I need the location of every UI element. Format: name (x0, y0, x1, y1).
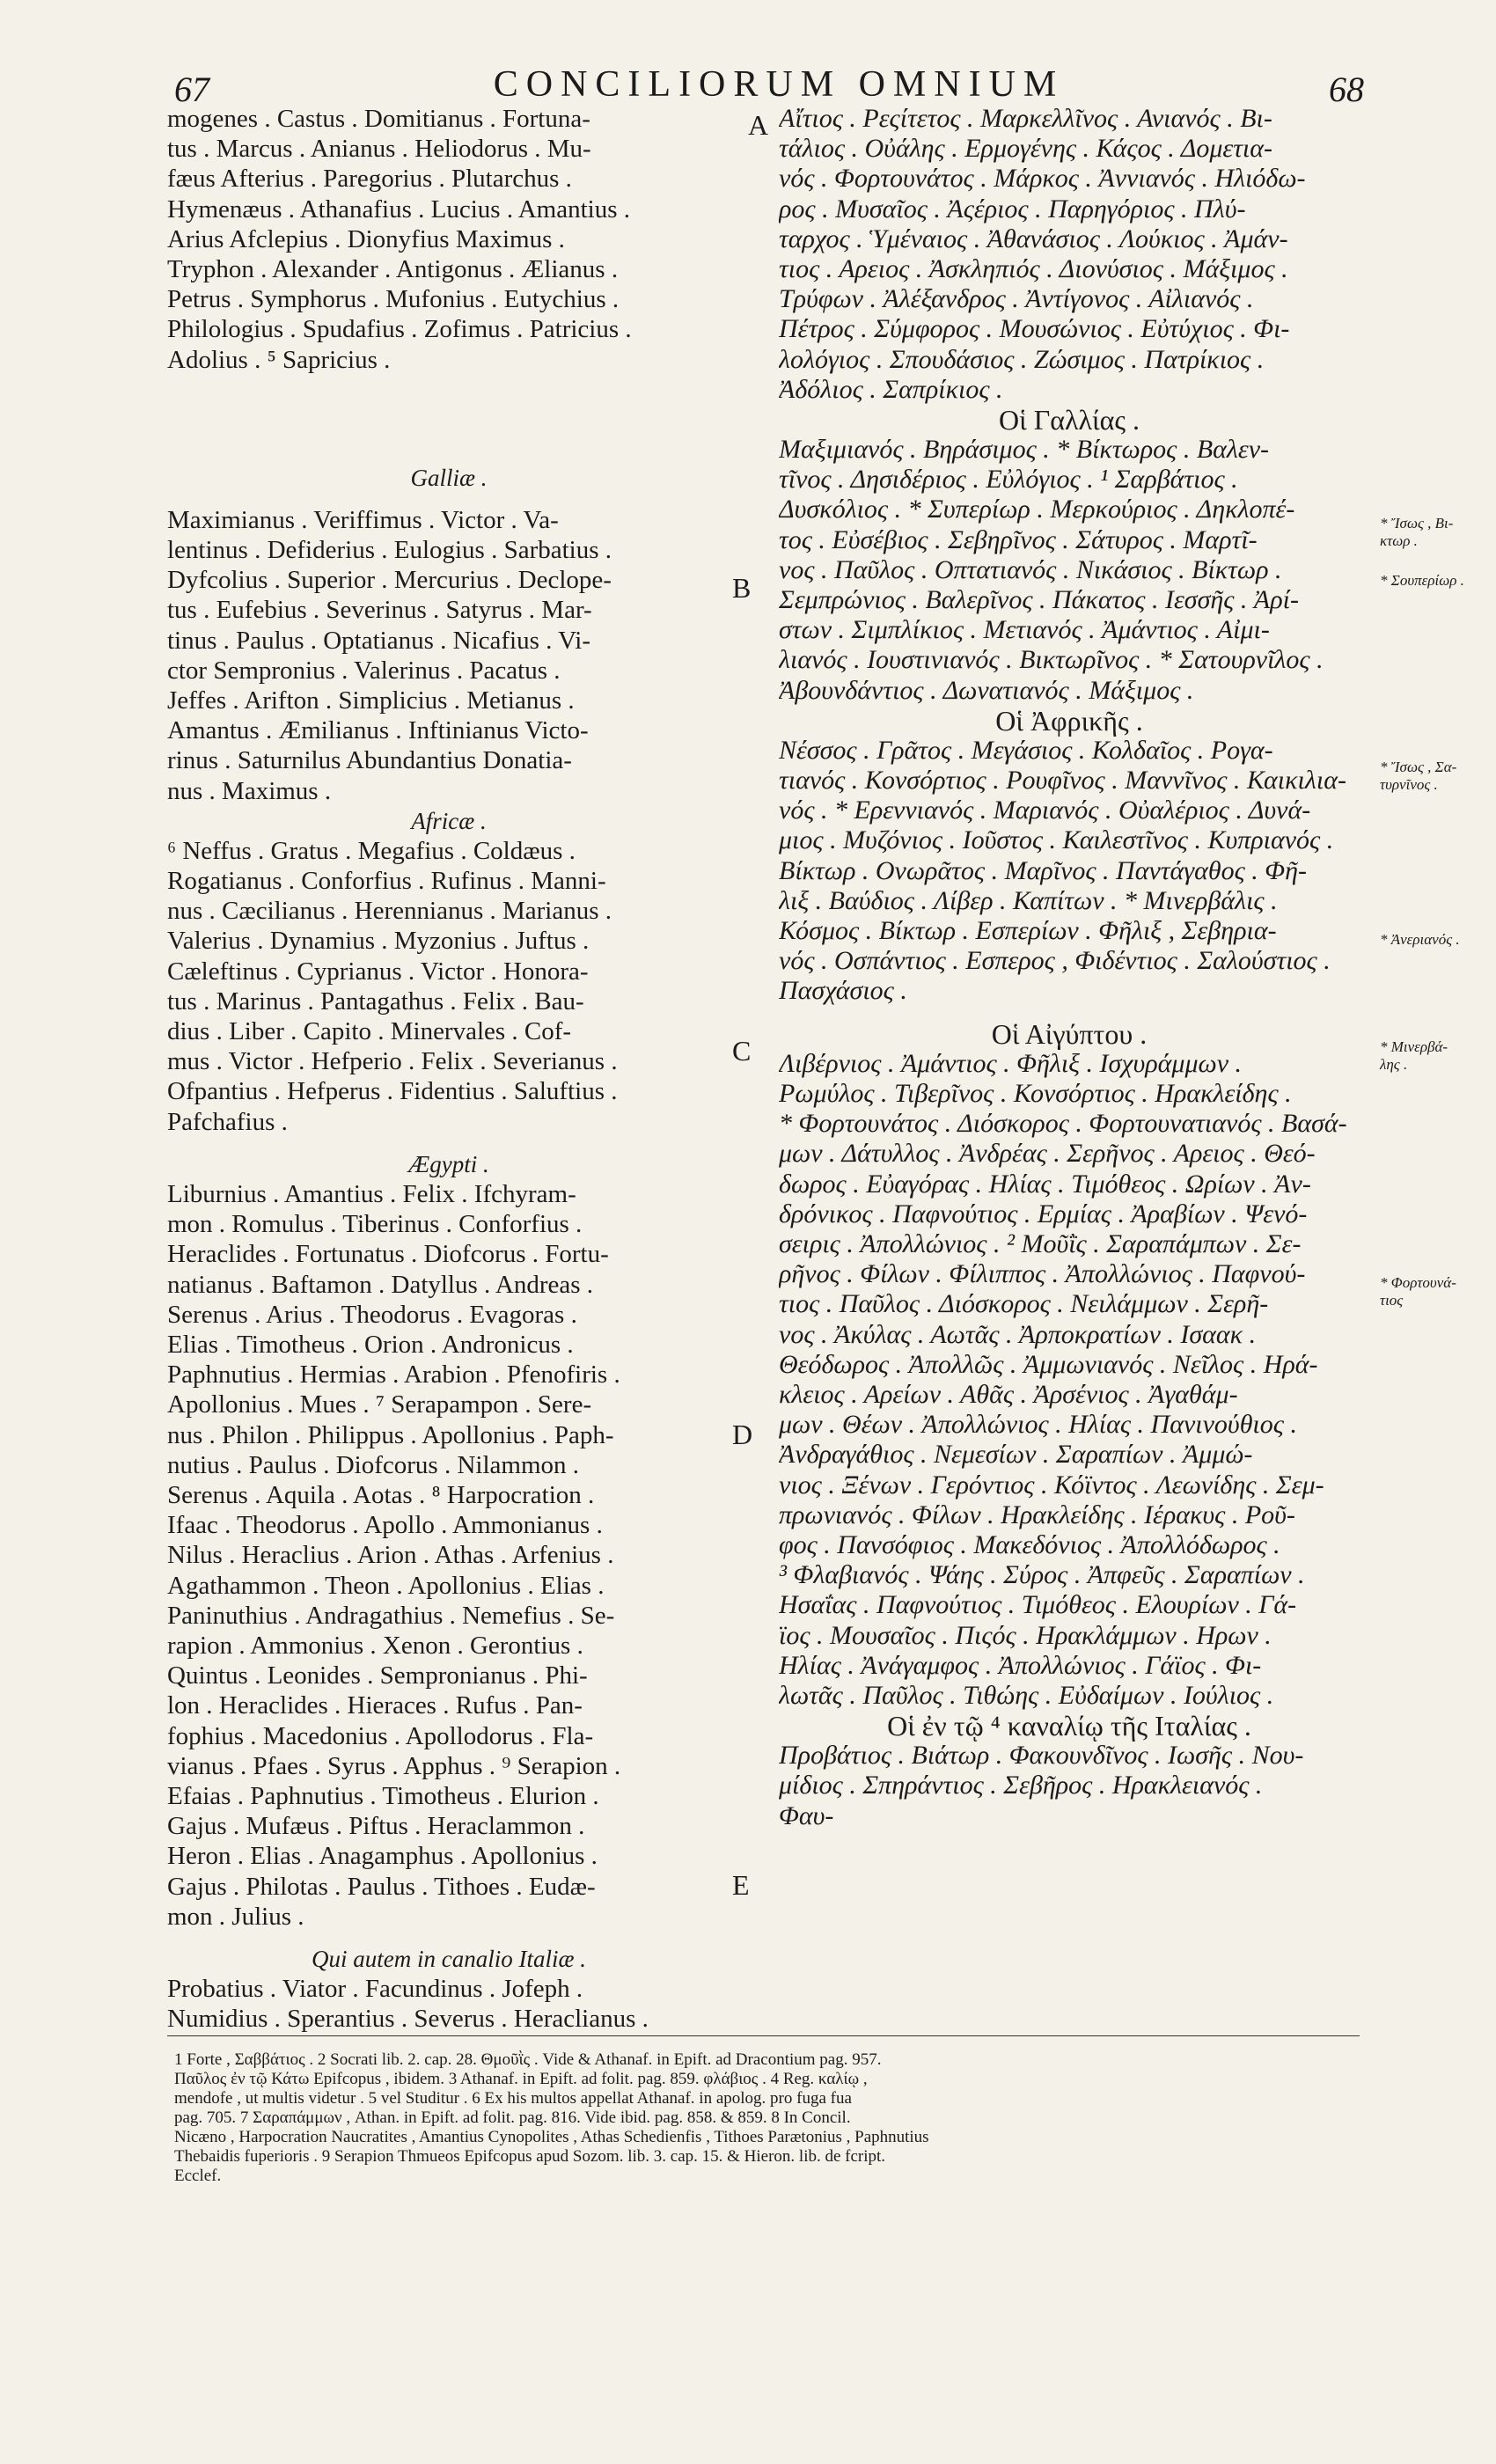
text-line: Gajus . Mufæus . Piftus . Heraclammon . (167, 1812, 585, 1841)
text-line: rinus . Saturnilus Abundantius Donatia- (167, 746, 572, 775)
text-line: mon . Julius . (167, 1902, 304, 1931)
text-line: Agathammon . Theon . Apollonius . Elias . (167, 1571, 605, 1600)
margin-note-4: * Ἀνεριανός . (1380, 931, 1460, 948)
text-line: Elias . Timotheus . Orion . Andronicus . (167, 1330, 574, 1359)
text-line: Θεόδωρος . Ἀπολλῶς . Ἀμμωνιανός . Νεῖλος . Ηρά- (779, 1349, 1318, 1379)
text-line: Heron . Elias . Anagamphus . Apollonius . (167, 1842, 598, 1871)
text-line: λιανός . Ιουστινιανός . Βικτωρῖνος . * Σατουρνῖλος . (779, 645, 1324, 675)
greek-heading-africae: Οἱ Ἀφρικῆς . (995, 704, 1143, 737)
text-line: τιος . Αρειος . Ἀσκληπιός . Διονύσιος . Μάξιμος . (779, 254, 1288, 284)
text-line: λολόγιος . Σπουδάσιος . Ζώσιμος . Πατρίκιος . (779, 344, 1265, 374)
text-line: Τρύφων . Ἀλέξανδρος . Ἀντίγονος . Αἰλιανός . (779, 284, 1254, 314)
text-line: mus . Victor . Hefperio . Felix . Severianus . (167, 1047, 618, 1076)
text-line: Ifaac . Theodorus . Apollo . Ammonianus . (167, 1511, 603, 1540)
latin-galliae-list (167, 505, 730, 806)
text-line: ³ Φλαβιανός . Ψάης . Σύρος . Ἀπφεῦς . Σαραπίων . (779, 1560, 1305, 1590)
text-line: νος . Ἀκύλας . Αωτᾶς . Ἀρποκρατίων . Ισαακ . (779, 1319, 1257, 1349)
text-line: Maximianus . Veriffimus . Victor . Va- (167, 505, 559, 534)
text-line: τιανός . Κονσόρτιος . Ρουφῖνος . Μαννῖνος . Καικιλια- (779, 766, 1346, 796)
text-line: Δυσκόλιος . * Συπερίωρ . Μερκούριος . Δηκλοπέ- (779, 495, 1295, 524)
text-line: Quintus . Leonides . Sempronianus . Phi- (167, 1661, 588, 1690)
text-line: Ηλίας . Ἀνάγαμφος . Ἀπολλώνιος . Γάϊος . Φι- (779, 1650, 1262, 1680)
text-line: Thebaidis fuperioris . 9 Serapion Thmueos Epifcopus apud Sozom. lib. 3. cap. 15. & Hieron. lib. de fcript. (174, 2147, 886, 2166)
text-line: μων . Δάτυλλος . Ἀνδρέας . Σερῆνος . Αρειος . Θεό- (779, 1139, 1316, 1169)
text-line: * Φορτουνάτος . Διόσκορος . Φορτουνατιανός . Βασά- (779, 1109, 1347, 1139)
text-line: tus . Marinus . Pantagathus . Felix . Bau- (167, 986, 584, 1016)
text-line: Πέτρος . Σύμφορος . Μουσώνιος . Εὐτύχιος . Φι- (779, 314, 1290, 344)
text-line: Νέσσος . Γρᾶτος . Μεγάσιος . Κολδαῖος . Ρογα- (779, 735, 1273, 765)
text-line: 1 Forte , Σαββάτιος . 2 Socrati lib. 2. cap. 28. Θμοῦῒς . Vide & Athanaf. in Epift. ad Dracontium pag. 957. (174, 2050, 882, 2069)
margin-note-3: * Ἴσως , Σα- τυρνῖνος . (1380, 759, 1457, 793)
text-line: Προβάτιος . Βιάτωρ . Φακουνδῖνος . Ιωσῆς . Νου- (779, 1741, 1304, 1771)
text-line: Μαξιμιανός . Βηράσιμος . * Βίκτωρος . Βαλεν- (779, 435, 1270, 465)
greek-heading-canalio: Οἱ ἐν τῷ ⁴ καναλίῳ τῆς Ιταλίας . (887, 1710, 1251, 1742)
greek-canalio-list (779, 1741, 1360, 1831)
text-line: Βίκτωρ . Ονωρᾶτος . Μαρῖνος . Παντάγαθος . Φῆ- (779, 855, 1307, 885)
text-line: Valerius . Dynamius . Myzonius . Juftus . (167, 927, 590, 956)
text-line: Φαυ- (779, 1800, 834, 1830)
text-line: Numidius . Sperantius . Severus . Heraclianus . (167, 2005, 649, 2034)
text-line: ⁶ Neffus . Gratus . Megafius . Coldæus . (167, 836, 576, 865)
text-line: rapion . Ammonius . Xenon . Gerontius . (167, 1631, 583, 1660)
text-line: lon . Heraclides . Hieraces . Rufus . Pan- (167, 1691, 583, 1720)
text-line: Παῦλος ἐν τῷ Κάτω Epifcopus , ibidem. 3 Athanaf. in Epift. ad folit. pag. 859. φλάβιος . 4 Reg. καλίῳ , (174, 2070, 868, 2088)
text-line: ρῆνος . Φίλων . Φίλιππος . Ἀπολλώνιος . Παφνού- (779, 1259, 1306, 1289)
text-line: νιος . Ξένων . Γερόντιος . Κόϊντος . Λεωνίδης . Σεμ- (779, 1470, 1324, 1500)
footnote-divider (167, 2035, 1360, 2036)
text-line: Σεμπρώνιος . Βαλερῖνος . Πάκατος . Ιεσσῆς . Ἀρί- (779, 585, 1299, 615)
text-line: Ἀβουνδάντιος . Δωνατιανός . Μάξιμος . (779, 675, 1194, 705)
text-line: Liburnius . Amantius . Felix . Ifchyram- (167, 1179, 576, 1208)
left-page-number: 67 (174, 70, 209, 109)
text-line: fophius . Macedonius . Apollodorus . Fla- (167, 1721, 594, 1750)
greek-column (779, 104, 1360, 1831)
text-line: φος . Πανσόφιος . Μακεδόνιος . Ἀπολλόδωρος . (779, 1529, 1280, 1559)
margin-letter-c: C (732, 1035, 752, 1067)
text-line: λιξ . Βαύδιος . Λίβερ . Καπίτων . * Μινερβάλις . (779, 885, 1278, 915)
text-line: ϊος . Μουσαῖος . Πιςός . Ηρακλάμμων . Ηρων . (779, 1620, 1272, 1650)
text-line: Nicæno , Harpocration Naucratites , Amantius Cynopolites , Athas Schedienfis , Tithoes Parætonius , Paphnutius (174, 2128, 929, 2146)
text-line: dius . Liber . Capito . Minervales . Cof- (167, 1017, 572, 1046)
text-line: Ησαΐας . Παφνούτιος . Τιμόθεος . Ελουρίων . Γά- (779, 1590, 1297, 1620)
text-line: Cæleftinus . Cyprianus . Victor . Honora- (167, 957, 589, 986)
text-line: πρωνιανός . Φίλων . Ηρακλείδης . Ιέρακυς . Ροῦ- (779, 1500, 1295, 1529)
text-line: Paninuthius . Andragathius . Nemefius . Se- (167, 1601, 615, 1630)
latin-aegypti-list (167, 1179, 730, 1932)
text-line: Jeffes . Arifton . Simplicius . Metianus . (167, 686, 575, 715)
text-line: τῖνος . Δησιδέριος . Εὐλόγιος . ¹ Σαρβάτιος . (779, 465, 1238, 495)
text-line: μων . Θέων . Ἀπολλώνιος . Ηλίας . Πανινούθιος . (779, 1410, 1297, 1440)
greek-intro (779, 104, 1360, 405)
text-line: νος . Παῦλος . Οπτατιανός . Νικάσιος . Βίκτωρ . (779, 554, 1282, 584)
text-line: vianus . Pfaes . Syrus . Apphus . ⁹ Serapion . (167, 1751, 621, 1780)
margin-note-2: * Σουπερίωρ . (1380, 572, 1464, 589)
greek-aegypti-list (779, 1049, 1360, 1711)
latin-heading-africae: Africæ . (411, 807, 487, 834)
latin-heading-galliae: Galliæ . (410, 464, 488, 491)
text-line: δωρος . Εὐαγόρας . Ηλίας . Τιμόθεος . Ωρίων . Ἀν- (779, 1169, 1311, 1199)
text-line: Rogatianus . Conforfius . Rufinus . Manni- (167, 867, 606, 896)
footnotes (174, 2050, 1358, 2186)
text-line: Ofpantius . Hefperus . Fidentius . Saluftius . (167, 1077, 618, 1106)
text-line: Λιβέρνιος . Ἀμάντιος . Φῆλιξ . Ισχυράμμων . (779, 1048, 1243, 1078)
greek-heading-aegypti: Οἱ Αἰγύπτου . (991, 1017, 1148, 1050)
text-line: Gajus . Philotas . Paulus . Tithoes . Eudæ- (167, 1872, 596, 1901)
text-line: Philologius . Spudafius . Zofimus . Patricius . (167, 315, 632, 344)
text-line: Amantus . Æmilianus . Inftinianus Victo- (167, 716, 589, 745)
text-line: κλειος . Αρείων . Αθᾶς . Ἀρσένιος . Ἀγαθάμ- (779, 1379, 1238, 1409)
text-line: Efaias . Paphnutius . Timotheus . Elurion . (167, 1781, 599, 1810)
text-line: tus . Marcus . Anianus . Heliodorus . Mu- (167, 135, 591, 164)
margin-letter-d: D (732, 1419, 753, 1450)
text-line: Heraclides . Fortunatus . Diofcorus . Fortu- (167, 1240, 609, 1269)
text-line: Pafchafius . (167, 1107, 288, 1136)
text-line: nus . Philon . Philippus . Apollonius . Paph- (167, 1420, 614, 1449)
text-line: στων . Σιμπλίκιος . Μετιανός . Ἀμάντιος . Αἰμι- (779, 615, 1270, 645)
greek-africae-list (779, 736, 1360, 1007)
greek-galliae-list (779, 435, 1360, 706)
latin-intro (167, 104, 730, 375)
text-line: λωτᾶς . Παῦλος . Τιθώης . Εὐδαίμων . Ιούλιος . (779, 1680, 1274, 1710)
text-line: Κόσμος . Βίκτωρ . Εσπερίων . Φῆλιξ , Σεβηρια- (779, 916, 1277, 946)
text-line: nus . Maximus . (167, 776, 332, 805)
text-line: Paphnutius . Hermias . Arabion . Pfenofiris . (167, 1360, 620, 1390)
text-line: Hymenæus . Athanafius . Lucius . Amantius . (167, 194, 630, 224)
text-line: natianus . Baftamon . Datyllus . Andreas . (167, 1270, 594, 1299)
text-line: Ἀδόλιος . Σαπρίκιος . (779, 374, 1003, 404)
text-line: δρόνικος . Παφνούτιος . Ερμίας . Ἀραβίων . Ψενό- (779, 1199, 1308, 1228)
margin-note-5: * Μινερβά- λης . (1380, 1038, 1448, 1073)
text-line: tinus . Paulus . Optatianus . Nicafius . Vi- (167, 626, 591, 655)
text-line: τος . Εὐσέβιος . Σεβηρῖνος . Σάτυρος . Μαρτῖ- (779, 524, 1258, 554)
text-line: ctor Sempronius . Valerinus . Pacatus . (167, 656, 561, 685)
latin-column (167, 104, 730, 2034)
text-line: Ρωμύλος . Τιβερῖνος . Κονσόρτιος . Ηρακλείδης . (779, 1078, 1292, 1108)
text-line: μιος . Μυζόνιος . Ιοῦστος . Καιλεστῖνος . Κυπριανός . (779, 825, 1334, 855)
right-page-number: 68 (1329, 70, 1364, 109)
margin-letter-b: B (732, 572, 752, 604)
text-line: tus . Eufebius . Severinus . Satyrus . Mar- (167, 596, 592, 625)
margin-note-6: * Φορτουνά- τιος (1380, 1274, 1456, 1309)
text-line: Arius Afclepius . Dionyfius Maximus . (167, 224, 565, 253)
margin-letter-a: A (748, 109, 769, 141)
latin-heading-canalio: Qui autem in canalio Italiæ . (312, 1945, 586, 1972)
text-line: μίδιος . Σπηράντιος . Σεβῆρος . Ηρακλειανός . (779, 1771, 1263, 1800)
latin-africae-list (167, 836, 730, 1137)
text-line: pag. 705. 7 Σαραπάμμων , Athan. in Epift. ad folit. pag. 816. Vide ibid. pag. 858. & 859. 8 In Concil. (174, 2108, 851, 2127)
text-line: σειρις . Ἀπολλώνιος . ² Μοῦῒς . Σαραπάμπων . Σε- (779, 1228, 1302, 1258)
text-line: τάλιος . Οὐάλης . Ερμογένης . Κάςος . Δομετια- (779, 134, 1273, 164)
text-line: nutius . Paulus . Diofcorus . Nilammon . (167, 1450, 580, 1479)
text-line: ταρχος . Ὑμέναιος . Ἀθανάσιος . Λούκιος . Ἀμάν- (779, 224, 1288, 253)
latin-heading-aegypti: Ægypti . (408, 1150, 489, 1177)
text-line: Nilus . Heraclius . Arion . Athas . Arfenius . (167, 1541, 614, 1570)
text-line: ρος . Μυσαῖος . Ἀςέριος . Παρηγόριος . Πλύ- (779, 194, 1246, 224)
text-line: mogenes . Castus . Domitianus . Fortuna- (167, 105, 590, 133)
text-line: fæus Afterius . Paregorius . Plutarchus . (167, 165, 572, 194)
text-line: Ecclef. (174, 2167, 222, 2185)
latin-canalio-list (167, 1974, 730, 2034)
text-line: Petrus . Symphorus . Mufonius . Eutychius . (167, 285, 620, 314)
text-line: Tryphon . Alexander . Antigonus . Ælianus . (167, 255, 619, 284)
text-line: Serenus . Aquila . Aotas . ⁸ Harpocration . (167, 1480, 595, 1509)
text-line: νός . * Ερεννιανός . Μαριανός . Οὐαλέριος . Δυνά- (779, 796, 1311, 825)
text-line: Πασχάσιος . (779, 976, 907, 1006)
margin-note-1: * Ἴσως , Βι- κτωρ . (1380, 515, 1454, 549)
text-line: Ἀνδραγάθιος . Νεμεσίων . Σαραπίων . Ἀμμώ- (779, 1440, 1253, 1470)
text-line: mendofe , ut multis videtur . 5 vel Studitur . 6 Ex his multos appellat Athanaf. in apolog. pro fuga fua (174, 2089, 852, 2108)
text-line: nus . Cæcilianus . Herennianus . Marianus . (167, 897, 612, 926)
text-line: τιος . Παῦλος . Διόσκορος . Νειλάμμων . Σερῆ- (779, 1289, 1269, 1319)
text-line: Adolius . ⁵ Sapricius . (167, 345, 391, 374)
margin-letter-e: E (732, 1869, 750, 1901)
text-line: Apollonius . Mues . ⁷ Serapampon . Sere- (167, 1390, 592, 1419)
text-line: Probatius . Viator . Facundinus . Jofeph . (167, 1974, 583, 2003)
text-line: νός . Οσπάντιος . Εσπερος , Φιδέντιος . Σαλούστιος . (779, 946, 1331, 976)
greek-heading-galliae: Οἱ Γαλλίας . (998, 404, 1140, 436)
text-line: mon . Romulus . Tiberinus . Conforfius . (167, 1210, 583, 1239)
running-title: CONCILIORUM OMNIUM (493, 64, 1065, 105)
text-line: Serenus . Arius . Theodorus . Evagoras . (167, 1300, 577, 1329)
text-line: νός . Φορτουνάτος . Μάρκος . Ἀννιανός . Ηλιόδω- (779, 164, 1306, 194)
text-line: Αἴτιος . Ρεςίτετος . Μαρκελλῖνος . Ανιανός . Βι- (779, 104, 1272, 133)
text-line: lentinus . Defiderius . Eulogius . Sarbatius . (167, 536, 612, 565)
text-line: Dyfcolius . Superior . Mercurius . Declope- (167, 566, 612, 595)
